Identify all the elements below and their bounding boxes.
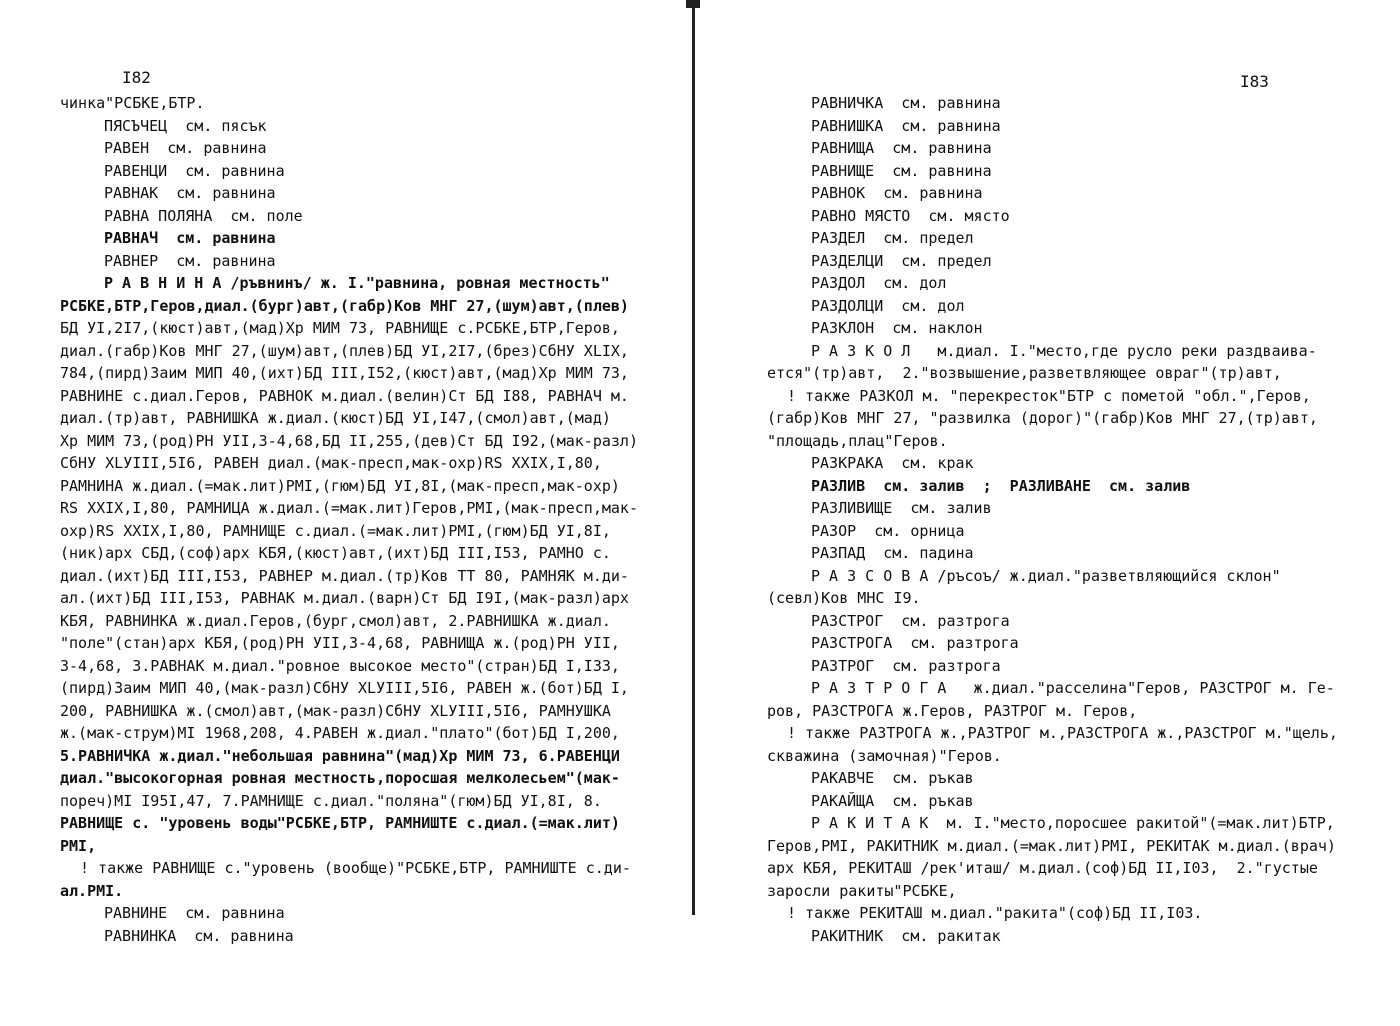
text-line: арх КБЯ, РЕКИТАШ /рек'иташ/ м.диал.(соф)БД II,I03, 2."густые: [767, 859, 1318, 877]
text-line: заросли ракиты"РСБКЕ,: [767, 881, 957, 900]
text-line: Р А В Н И Н А /ръвнинъ/ ж. I."равнина, ровная местность": [104, 274, 610, 292]
text-line: РАВНО МЯСТО см. място: [811, 206, 1010, 225]
text-line: ! также РЕКИТАШ м.диал."ракита"(соф)БД II,I03.: [787, 904, 1203, 922]
text-line: РАЗСТРОГ см. разтрога: [811, 611, 1010, 630]
text-line: Р А З Т Р О Г А ж.диал."расселина"Геров, РАЗСТРОГ м. Ге-: [811, 679, 1335, 697]
text-line: чинка"РСБКЕ,БТР.: [60, 94, 205, 112]
text-line: РАЗКЛОН см. наклон: [811, 319, 983, 337]
text-line: РАЗЛИВ см. залив ; РАЗЛИВАНЕ см. залив: [811, 476, 1191, 495]
left-page: [0, 0, 690, 1026]
text-line: РАЗКРАКА см. крак: [811, 454, 974, 472]
text-line: РАВНИЩЕ с. "уровень воды"РСБКЕ,БТР, РАМНИШТЕ с.диал.(=мак.лит): [60, 814, 620, 832]
text-line: РАВНА ПОЛЯНА см. поле: [104, 206, 303, 225]
text-line: (севл)Ков МНС I9.: [767, 589, 921, 607]
text-line: скважина (замочная)"Геров.: [767, 746, 1002, 765]
text-line: КБЯ, РАВНИНКА ж.диал.Геров,(бург,смол)авт, 2.РАВНИШКА ж.диал.: [60, 611, 611, 630]
text-line: РМI,: [60, 836, 97, 855]
page-gutter-line: [692, 0, 695, 915]
text-line: Р А К И Т А К м. I."место,поросшее ракитой"(=мак.лит)БТР,: [811, 814, 1335, 832]
text-line: РАЗСТРОГА см. разтрога: [811, 634, 1019, 652]
page-number: I83: [1240, 72, 1269, 91]
text-line: РАМНИНА ж.диал.(=мак.лит)РМI,(гюм)БД УI,8I,(мак-пресп,мак-охр): [60, 476, 620, 495]
text-line: РСБКЕ,БТР,Геров,диал.(бург)авт,(габр)Ков МНГ 27,(шум)авт,(плев): [60, 296, 629, 315]
text-line: РАКАВЧЕ см. ръкав: [811, 769, 974, 787]
text-line: ! также РАЗКОЛ м. "перекресток"БТР с пометой "обл.",Геров,: [787, 386, 1311, 405]
text-line: ПЯСЪЧЕЦ см. пясък: [104, 116, 267, 135]
text-line: ! также РАЗТРОГА ж.,РАЗТРОГ м.,РАЗСТРОГА ж.,РАЗСТРОГ м."щель,: [787, 724, 1338, 742]
text-line: ! также РАВНИЩЕ с."уровень (вообще)"РСБКЕ,БТР, РАМНИШТЕ с.ди-: [80, 859, 631, 877]
text-line: диал."высокогорная ровная местность,поросшая мелколесьем"(мак-: [60, 769, 620, 787]
text-line: РАЗПАД см. падина: [811, 544, 974, 562]
text-line: РАКИТНИК см. ракитак: [811, 926, 1001, 945]
text-line: РАВНИНКА см. равнина: [104, 926, 294, 945]
text-line: 3-4,68, 3.РАВНАК м.диал."ровное высокое место"(стран)БД I,I33,: [60, 656, 620, 675]
right-page: [700, 0, 1400, 1026]
text-line: (пирд)Заим МИП 40,(мак-разл)СбНУ XLУIII,5I6, РАВЕН ж.(бот)БД I,: [60, 679, 629, 697]
text-line: РАВНИНЕ см. равнина: [104, 904, 285, 922]
text-line: ал.РМI.: [60, 881, 124, 900]
text-line: пореч)МI I95I,47, 7.РАМНИЩЕ с.диал."поляна"(гюм)БД УI,8I, 8.: [60, 791, 602, 810]
text-line: РАВНИЩЕ см. равнина: [811, 161, 992, 180]
text-line: диал.(ихт)БД III,I53, РАВНЕР м.диал.(тр)Ков ТТ 80, РАМНЯК м.ди-: [60, 566, 629, 585]
text-line: Р А З К О Л м.диал. I."место,где русло реки раздваива-: [811, 341, 1317, 360]
text-line: "площадь,плац"Геров.: [767, 431, 948, 450]
text-line: (ник)арх СБД,(соф)арх КБЯ,(кюст)авт,(ихт)БД III,I53, РАМНО с.: [60, 544, 611, 562]
text-line: РАКАЙЩА см. ръкав: [811, 791, 974, 810]
text-line: ал.(ихт)БД III,I53, РАВНАК м.диал.(варн)Ст БД I9I,(мак-разл)арх: [60, 589, 629, 607]
text-line: Хр МИМ 73,(род)РН УII,3-4,68,БД II,255,(дев)Ст БД I92,(мак-разл): [60, 431, 638, 450]
text-line: РАВНИНЕ с.диал.Геров, РАВНОК м.диал.(велин)Ст БД I88, РАВНАЧ м.: [60, 386, 629, 405]
text-line: 5.РАВНИЧКА ж.диал."небольшая равнина"(мад)Хр МИМ 73, 6.РАВЕНЦИ: [60, 746, 620, 765]
text-line: диал.(габр)Ков МНГ 27,(шум)авт,(плев)БД УI,2I7,(брез)СбНУ XLIX,: [60, 341, 629, 360]
text-line: РАЗТРОГ см. разтрога: [811, 656, 1001, 675]
text-line: РАВНОК см. равнина: [811, 184, 983, 202]
right-page-text: [767, 92, 1338, 947]
text-line: РАВЕНЦИ см. равнина: [104, 161, 285, 180]
text-line: БД УI,2I7,(кюст)авт,(мад)Хр МИМ 73, РАВНИЩЕ с.РСБКЕ,БТР,Геров,: [60, 319, 620, 337]
text-line: РАВНЕР см. равнина: [104, 251, 276, 270]
text-line: СбНУ XLУIII,5I6, РАВЕН диал.(мак-пресп,мак-охр)RS XXIX,I,80,: [60, 454, 602, 472]
text-line: "поле"(стан)арх КБЯ,(род)РН УII,3-4,68, РАВНИЩА ж.(род)РН УII,: [60, 634, 620, 652]
text-line: 784,(пирд)Заим МИП 40,(ихт)БД III,I52,(кюст)авт,(мад)Хр МИМ 73,: [60, 364, 629, 382]
text-line: 200, РАВНИШКА ж.(смол)авт,(мак-разл)СбНУ XLУIII,5I6, РАМНУШКА: [60, 701, 611, 720]
left-page-text: [60, 92, 638, 947]
text-line: RS XXIX,I,80, РАМНИЦА ж.диал.(=мак.лит)Геров,РМI,(мак-пресп,мак-: [60, 499, 638, 517]
text-line: РАЗДЕЛЦИ см. предел: [811, 251, 992, 270]
text-line: ров, РАЗСТРОГА ж.Геров, РАЗТРОГ м. Геров,: [767, 701, 1138, 720]
text-line: охр)RS XXIX,I,80, РАМНИЩЕ с.диал.(=мак.лит)РМI,(гюм)БД УI,8I,: [60, 521, 611, 540]
text-line: РАВНИШКА см. равнина: [811, 116, 1001, 135]
text-line: РАЗОР см. орница: [811, 521, 965, 540]
text-line: РАВЕН см. равнина: [104, 139, 267, 157]
page-number: I82: [122, 68, 151, 87]
text-line: ж.(мак-струм)МI 1968,208, 4.РАВЕН ж.диал."плато"(бот)БД I,200,: [60, 724, 620, 742]
text-line: РАВНАК см. равнина: [104, 184, 276, 202]
text-line: Геров,РМI, РАКИТНИК м.диал.(=мак.лит)РМI, РЕКИТАК м.диал.(врач): [767, 836, 1336, 855]
text-line: РАЗДОЛЦИ см. дол: [811, 296, 965, 315]
text-line: РАЗЛИВИЩЕ см. залив: [811, 499, 992, 517]
text-line: ется"(тр)авт, 2."возвышение,разветвляющее овраг"(тр)авт,: [767, 364, 1282, 382]
text-line: диал.(тр)авт, РАВНИШКА ж.диал.(кюст)БД УI,I47,(смол)авт,(мад): [60, 409, 611, 427]
text-line: РАВНАЧ см. равнина: [104, 229, 276, 247]
text-line: РАЗДОЛ см. дол: [811, 274, 947, 292]
text-line: Р А З С О В А /ръсоъ/ ж.диал."разветвляющийся склон": [811, 566, 1281, 585]
text-line: РАВНИЧКА см. равнина: [811, 94, 1001, 112]
text-line: РАВНИЩА см. равнина: [811, 139, 992, 157]
text-line: РАЗДЕЛ см. предел: [811, 229, 974, 247]
text-line: (габр)Ков МНГ 27, "развилка (дорог)"(габр)Ков МНГ 27,(тр)авт,: [767, 409, 1318, 427]
